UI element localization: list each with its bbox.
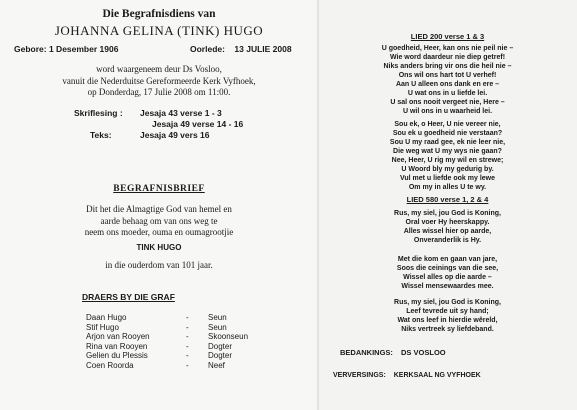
- bearer-relation: Dogter: [208, 351, 233, 360]
- died-date: 13 JULIE 2008: [234, 44, 292, 54]
- born-label: Gebore:: [14, 44, 47, 54]
- service-line: word waargeneem deur Ds Vosloo,: [96, 64, 222, 74]
- bearer-name: Coen Roorda: [86, 360, 134, 370]
- list-item: [86, 361, 246, 371]
- scripture-2: Jesaja 49 verse 14 - 16: [152, 119, 244, 129]
- hymn-1-verse-2: [318, 120, 577, 192]
- deceased-short-name: TINK HUGO: [136, 243, 182, 252]
- list-item: [86, 313, 246, 323]
- verse-line: Met die kom en gaan van jare,: [397, 256, 498, 263]
- bearer-dash: -: [186, 322, 189, 332]
- service-line: op Donderdag, 17 Julie 2008 om 11:00.: [87, 87, 231, 97]
- bearer-dash: -: [186, 341, 189, 351]
- died-label: Oorlede:: [190, 44, 225, 54]
- verse-line: U sal ons nooit vergeet nie, Here –: [390, 99, 505, 106]
- bearer-relation: Seun: [208, 322, 227, 332]
- bearer-dash: -: [186, 332, 189, 341]
- hymn-1-verse-1: [318, 44, 577, 116]
- service-details: [0, 64, 318, 99]
- refreshments-line: [333, 372, 481, 379]
- text-reference: Jesaja 49 vers 16: [140, 130, 210, 140]
- verse-line: Wie word daardeur nie diep getref!: [389, 54, 506, 61]
- list-item: [86, 323, 246, 333]
- scripture-1: Jesaja 43 verse 1 - 3: [140, 108, 222, 118]
- bearer-name: Gelien du Plessis: [86, 351, 148, 360]
- bearer-dash: -: [186, 360, 189, 370]
- bearer-relation: Skoonseun: [208, 332, 249, 341]
- verse-line: U wil ons in u waarheid lei.: [402, 108, 493, 115]
- deceased-name: JOHANNA GELINA (TINK) HUGO: [54, 23, 264, 38]
- verse-line: Alles wissel hier op aarde,: [403, 228, 492, 235]
- refreshments-value: KERKSAAL NG VYFHOEK: [393, 372, 481, 379]
- verse-line: Niks vertreek sy liefdeband.: [401, 326, 494, 333]
- verse-line: Wat ons leef in hierdie wêreld,: [397, 317, 498, 324]
- service-line: vanuit die Nederduitse Gereformeerde Kerk Vyfhoek,: [62, 75, 256, 86]
- bearer-relation: Neef: [208, 360, 225, 370]
- bearer-relation: Seun: [208, 313, 227, 322]
- letter-heading: BEGRAFNISBRIEF: [113, 184, 205, 194]
- verse-line: Die weg wat U my wys nie gaan?: [393, 148, 502, 155]
- text-label: Teks:: [90, 130, 112, 140]
- verse-line: Nee, Heer, U rig my wil en strewe;: [391, 157, 504, 164]
- letter-line: neem ons moeder, ouma en oumagrootjie: [84, 227, 234, 237]
- list-item: [86, 332, 249, 342]
- verse-line: Sou ek, o Heer, U nie vereer nie,: [394, 121, 501, 128]
- bearer-name: Arjon van Rooyen: [86, 332, 150, 341]
- bearer-name: Daan Hugo: [86, 313, 127, 322]
- verse-line: Rus, my siel, jou God is Koning,: [394, 210, 501, 217]
- bearer-name: Stif Hugo: [86, 322, 119, 332]
- verse-line: U wat ons in u liefde lei.: [407, 90, 488, 97]
- verse-line: Rus, my siel, jou God is Koning,: [394, 299, 501, 306]
- verse-line: Sou ek u goedheid nie verstaan?: [392, 130, 503, 137]
- verse-line: Wissel alles op die aarde –: [403, 274, 492, 281]
- verse-line: Wissel mensewaardes mee.: [401, 283, 494, 290]
- thanks-value: DS VOSLOO: [401, 348, 446, 357]
- thanks-label: BEDANKINGS:: [340, 348, 393, 357]
- bearers-list: [86, 313, 249, 370]
- hymn-2-heading: LIED 580 verse 1, 2 & 4: [406, 195, 489, 204]
- letter-line: Dit het die Almagtige God van hemel en: [86, 204, 232, 214]
- thanks-line: [340, 348, 446, 357]
- verse-line: Aan U alleen ons dank en ere –: [395, 81, 500, 88]
- verse-line: U Woord bly my gedurig by.: [401, 166, 494, 173]
- letter-line: aarde behaag om van ons weg te: [100, 215, 218, 226]
- bearer-relation: Dogter: [208, 341, 233, 351]
- verse-line: U goedheid, Heer, kan ons nie peil nie –: [381, 45, 514, 52]
- verse-line: Vul met u liefde ook my lewe: [399, 175, 496, 182]
- bearer-dash: -: [186, 351, 189, 360]
- scripture-label: Skriflesing :: [74, 108, 123, 118]
- list-item: [86, 342, 246, 352]
- verse-line: Leef tevrede uit sy hand;: [406, 308, 489, 315]
- bearers-heading: DRAERS BY DIE GRAF: [82, 292, 175, 302]
- born-date: 1 Desember 1906: [48, 44, 119, 54]
- verse-line: Oral voer Hy heerskappy.: [405, 219, 490, 226]
- verse-line: Sou U my raad gee, ek nie leer nie,: [389, 139, 506, 146]
- hymn-2-verse-1: [318, 209, 577, 245]
- hymn-2-verse-2: [318, 255, 577, 291]
- verse-line: Niks anders bring vir ons die heil nie –: [383, 63, 512, 70]
- verse-line: Ons wil ons hart tot U verhef!: [398, 72, 497, 79]
- death-info: [190, 44, 292, 54]
- letter-body: [0, 204, 318, 239]
- birth-info: [14, 44, 118, 54]
- refreshments-label: VERVERSINGS:: [333, 372, 386, 379]
- bearer-dash: -: [186, 313, 189, 322]
- list-item: [86, 351, 246, 361]
- verse-line: Om my in alles U te wy.: [408, 184, 487, 191]
- age-line: in die ouderdom van 101 jaar.: [105, 260, 213, 270]
- verse-line: Soos die ceinings van die see,: [396, 265, 499, 272]
- hymn-1-heading: LIED 200 verse 1 & 3: [410, 32, 485, 41]
- hymn-2-verse-3: [318, 298, 577, 334]
- bearer-name: Rina van Rooyen: [86, 341, 148, 351]
- service-title: Die Begrafnisdiens van: [102, 8, 216, 20]
- verse-line: Onveranderlik is Hy.: [413, 237, 482, 244]
